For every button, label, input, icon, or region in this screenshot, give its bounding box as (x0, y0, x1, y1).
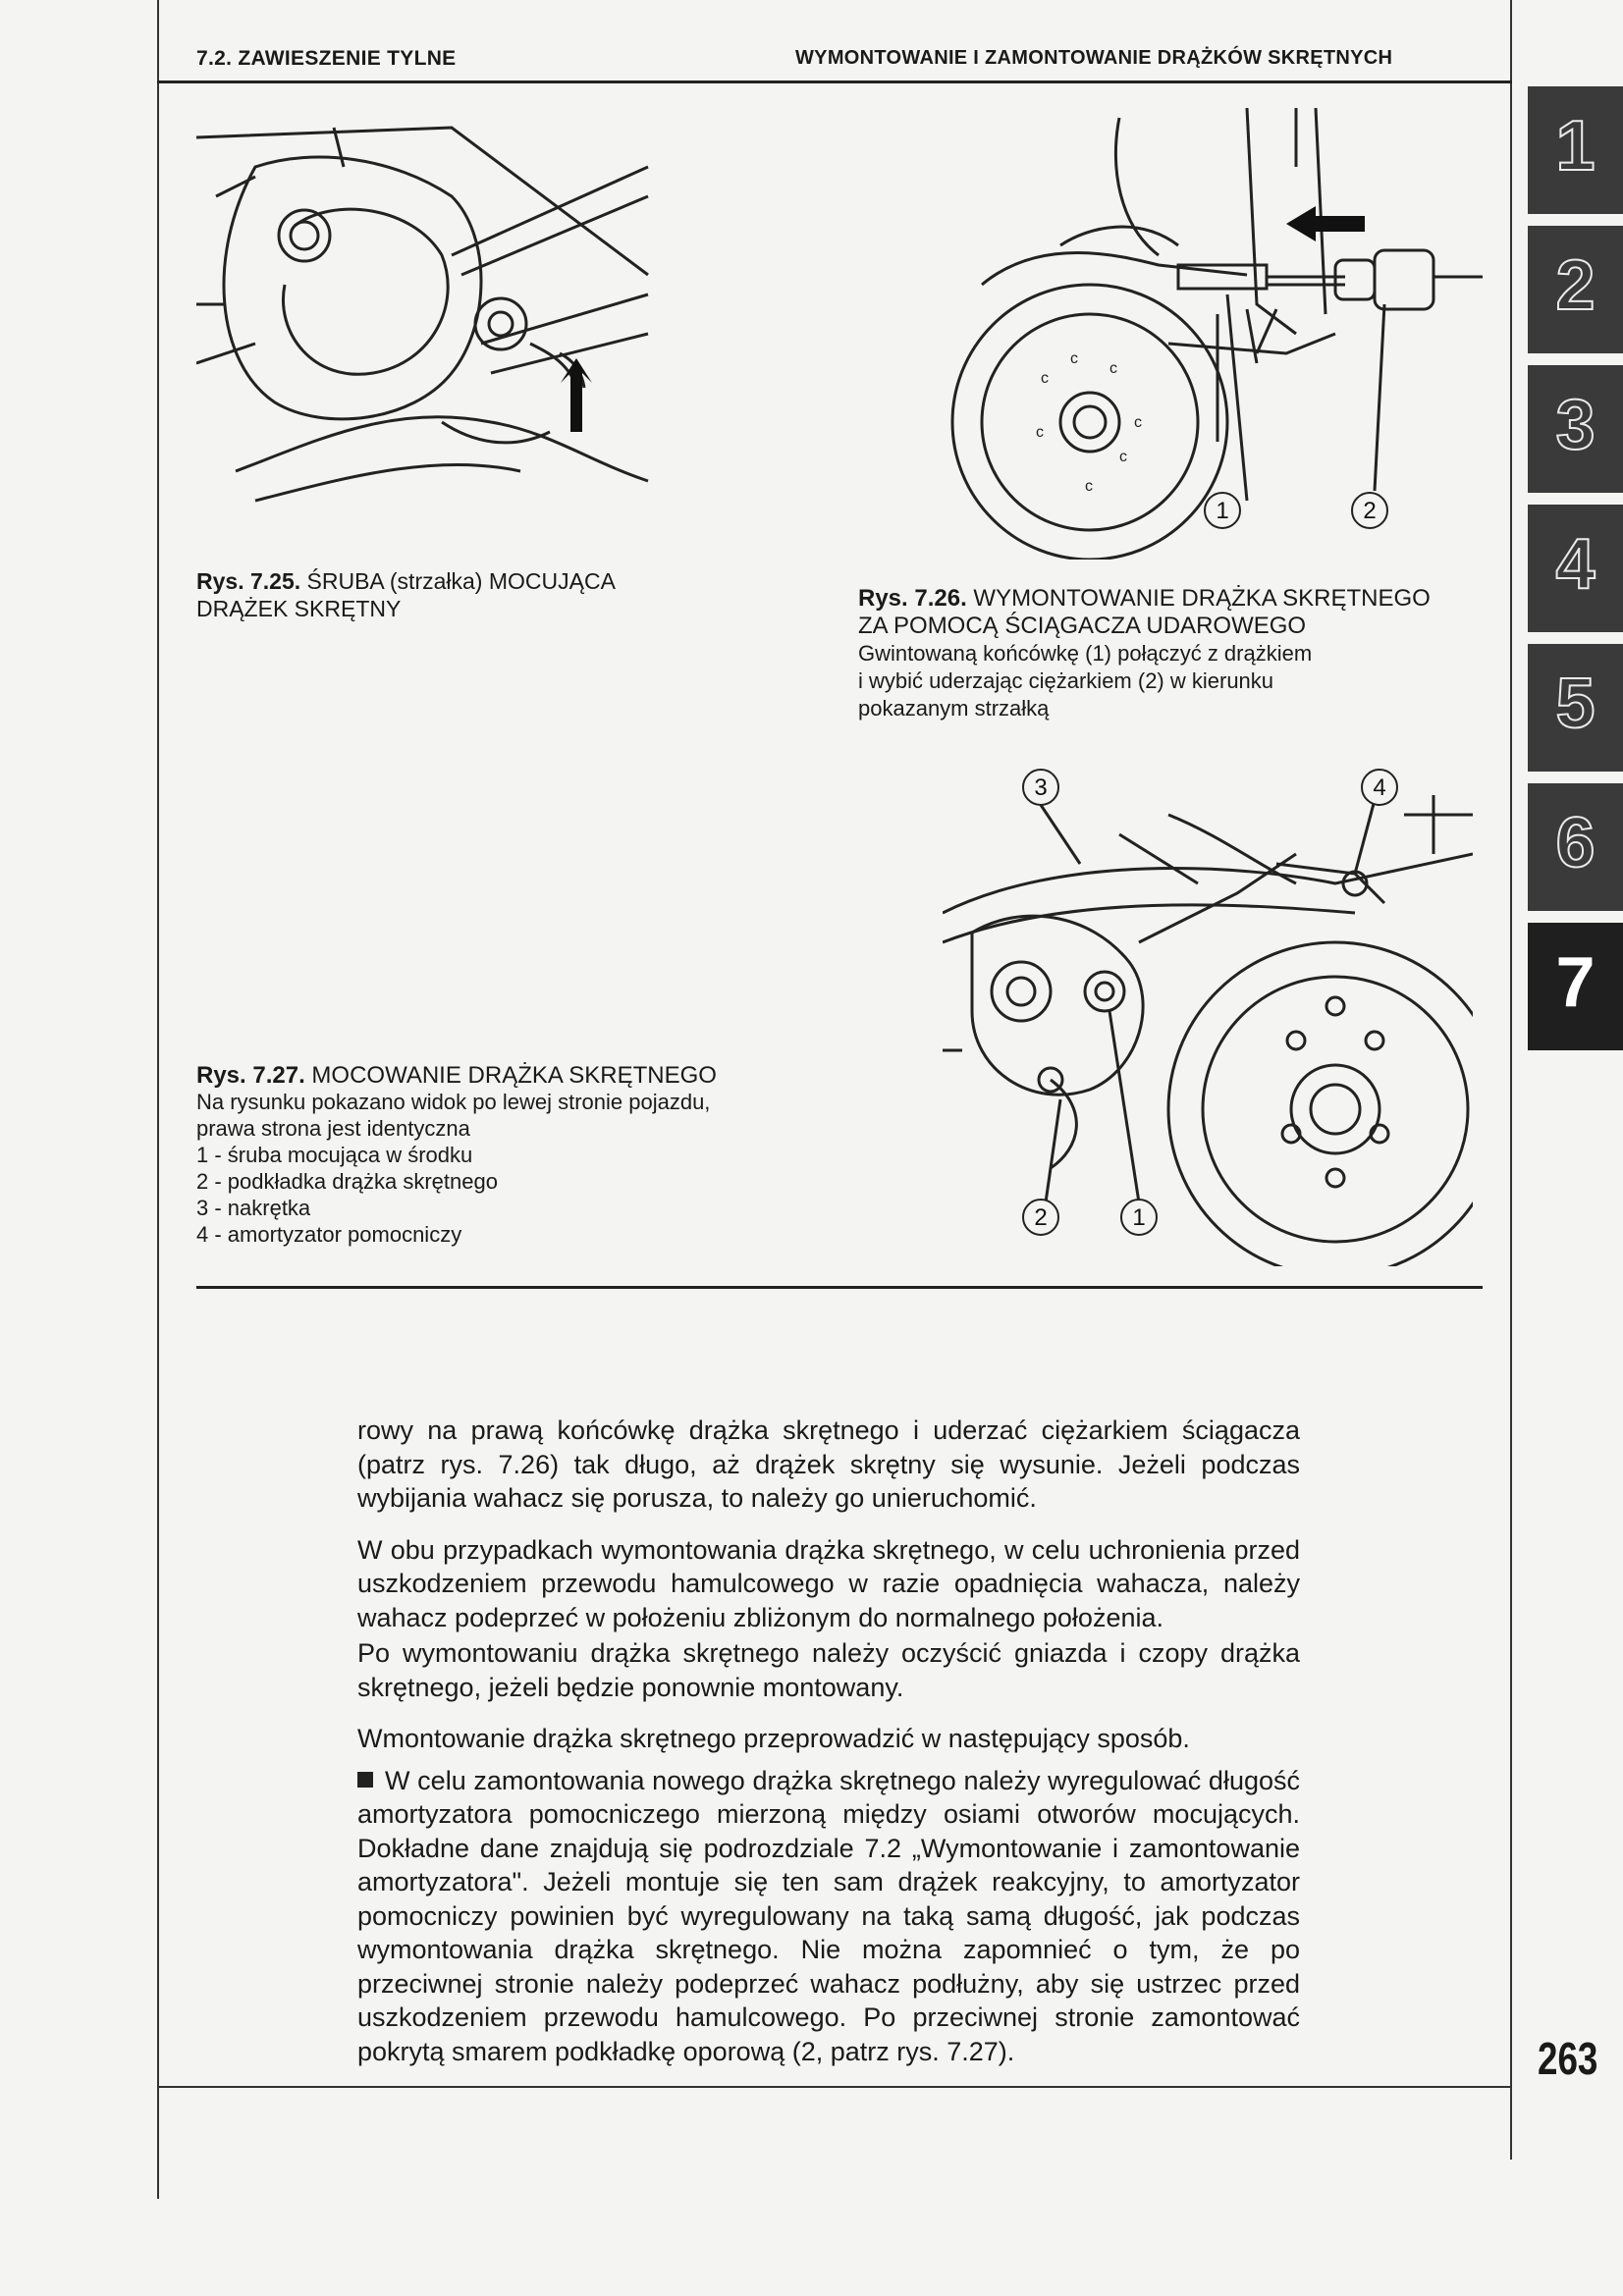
callout-7-27-3: 3 (1034, 774, 1048, 801)
header-rule (157, 80, 1512, 83)
svg-text:c: c (1109, 360, 1117, 377)
figure-7-27 (943, 756, 1473, 1266)
chapter-tab-6 (1528, 783, 1623, 911)
caption-7-27 (196, 1062, 717, 1248)
caption-7-27-desc1: Na rysunku pokazano widok po lewej stronie pojazdu, (196, 1090, 711, 1114)
figure-7-27-drawing (943, 756, 1473, 1266)
caption-7-25-line2: DRĄŻEK SKRĘTNY (196, 596, 402, 621)
paragraph-5 (357, 1764, 1300, 2069)
running-header-title: WYMONTOWANIE I ZAMONTOWANIE DRĄŻKÓW SKRĘTNYCH (795, 47, 1393, 69)
caption-7-26-desc2: i wybić uderzając ciężarkiem (2) w kierunku (858, 668, 1274, 693)
caption-7-26-line2: ZA POMOCĄ ŚCIĄGACZA UDAROWEGO (858, 613, 1307, 639)
caption-7-25-line1: ŚRUBA (strzałka) MOCUJĄCA (306, 568, 616, 594)
figure-7-25 (196, 108, 658, 560)
page-number: 263 (1538, 2033, 1598, 2084)
chapter-tab-2 (1528, 226, 1623, 353)
callout-7-26-1: 1 (1216, 498, 1229, 524)
running-header-section: 7.2. ZAWIESZENIE TYLNE (196, 47, 457, 70)
caption-7-27-desc2: prawa strona jest identyczna (196, 1116, 470, 1141)
chapter-tab-label: 3 (1555, 386, 1596, 464)
paragraph-2: W obu przypadkach wymontowania drążka skrętnego, w celu uchronienia przed uszkodzeniem przewodu hamulcowego w razie opadnięcia wahacza, należy wahacz podeprzeć w położeniu zbliżonym do normalnego położenia. (357, 1534, 1300, 1632)
legend-item: 4 - amortyzator pomocniczy (196, 1222, 462, 1247)
figure-number-7-26: Rys. 7.26. (858, 585, 967, 612)
footer-rule (157, 2086, 1512, 2088)
chapter-tab-label: 5 (1555, 665, 1596, 743)
figure-number-7-27: Rys. 7.27. (196, 1062, 305, 1089)
chapter-tab-label: 6 (1555, 804, 1596, 882)
figure-7-25-drawing (196, 108, 658, 560)
chapter-tab-7-active (1528, 923, 1623, 1050)
figure-7-26-drawing (923, 108, 1492, 560)
page-frame-left (157, 0, 159, 2199)
svg-text:c: c (1041, 370, 1049, 387)
figure-7-26 (923, 108, 1492, 560)
svg-text:c: c (1119, 449, 1127, 465)
chapter-tab-3 (1528, 365, 1623, 493)
chapter-tab-1 (1528, 86, 1623, 214)
body-text (357, 1414, 1300, 2086)
chapter-tab-5 (1528, 644, 1623, 772)
bullet-square-icon (357, 1772, 373, 1788)
chapter-tab-label: 7 (1555, 943, 1596, 1022)
callout-7-27-2: 2 (1034, 1204, 1048, 1231)
chapter-tab-label: 2 (1555, 246, 1596, 325)
paragraph-3: Po wymontowaniu drążka skrętnego należy oczyścić gniazda i czopy drążka skrętnego, jeżeli będzie ponownie montowany. (357, 1638, 1300, 1702)
page-frame-right (1510, 0, 1512, 2160)
caption-7-26-desc3: pokazanym strzałką (858, 696, 1050, 721)
svg-text:c: c (1036, 424, 1044, 441)
figure-number-7-25: Rys. 7.25. (196, 568, 301, 594)
figures-rule (196, 1286, 1483, 1289)
svg-text:c: c (1070, 350, 1078, 367)
legend-item: 3 - nakrętka (196, 1196, 311, 1220)
svg-text:c: c (1085, 478, 1093, 495)
callout-7-26-2: 2 (1363, 498, 1377, 524)
caption-7-25 (196, 567, 616, 622)
caption-7-26-line1: WYMONTOWANIE DRĄŻKA SKRĘTNEGO (973, 585, 1431, 612)
callout-7-27-4: 4 (1373, 774, 1386, 801)
chapter-tab-4 (1528, 505, 1623, 632)
caption-7-26 (858, 585, 1431, 722)
svg-text:c: c (1134, 414, 1142, 431)
paragraph-5-text: W celu zamontowania nowego drążka skrętnego należy wyregulować długość amortyzatora pomocniczego mierzoną między osiami otworów mocujących. Dokładne dane znajdują się podrozdziale 7.2 „Wymontowanie i zamontowanie amortyzatora". Jeżeli montuje się ten sam drążek reakcyjny, to amortyzator pomocniczy powinien być wyregulowany na taką samą długość, jak podczas wymontowania drążka skrętnego. Nie można zapomnieć o tym, że po przeciwnej stronie należy podeprzeć wahacz podłużny, aby się ustrzec przed uszkodzeniem przewodu hamulcowego. Po przeciwnej stronie zamontować pokrytą smarem podkładkę oporową (2, patrz rys. 7.27). (357, 1765, 1300, 2066)
paragraph-4: Wmontowanie drążka skrętnego przeprowadzić w następujący sposób. (357, 1724, 1190, 1753)
legend-item: 1 - śruba mocująca w środku (196, 1143, 473, 1167)
caption-7-26-desc1: Gwintowaną końcówkę (1) połączyć z drążkiem (858, 641, 1313, 666)
callout-7-27-1: 1 (1132, 1204, 1146, 1231)
caption-7-27-title: MOCOWANIE DRĄŻKA SKRĘTNEGO (311, 1062, 717, 1089)
legend-item: 2 - podkładka drążka skrętnego (196, 1169, 498, 1194)
chapter-tab-label: 4 (1555, 525, 1596, 604)
chapter-tab-label: 1 (1555, 107, 1596, 186)
paragraph-1: rowy na prawą końcówkę drążka skrętnego i uderzać ciężarkiem ściągacza (patrz rys. 7.26) tak długo, aż drążek skrętny się wysunie. Jeżeli podczas wybijania wahacz się porusza, to należy go unieruchomić. (357, 1415, 1300, 1513)
